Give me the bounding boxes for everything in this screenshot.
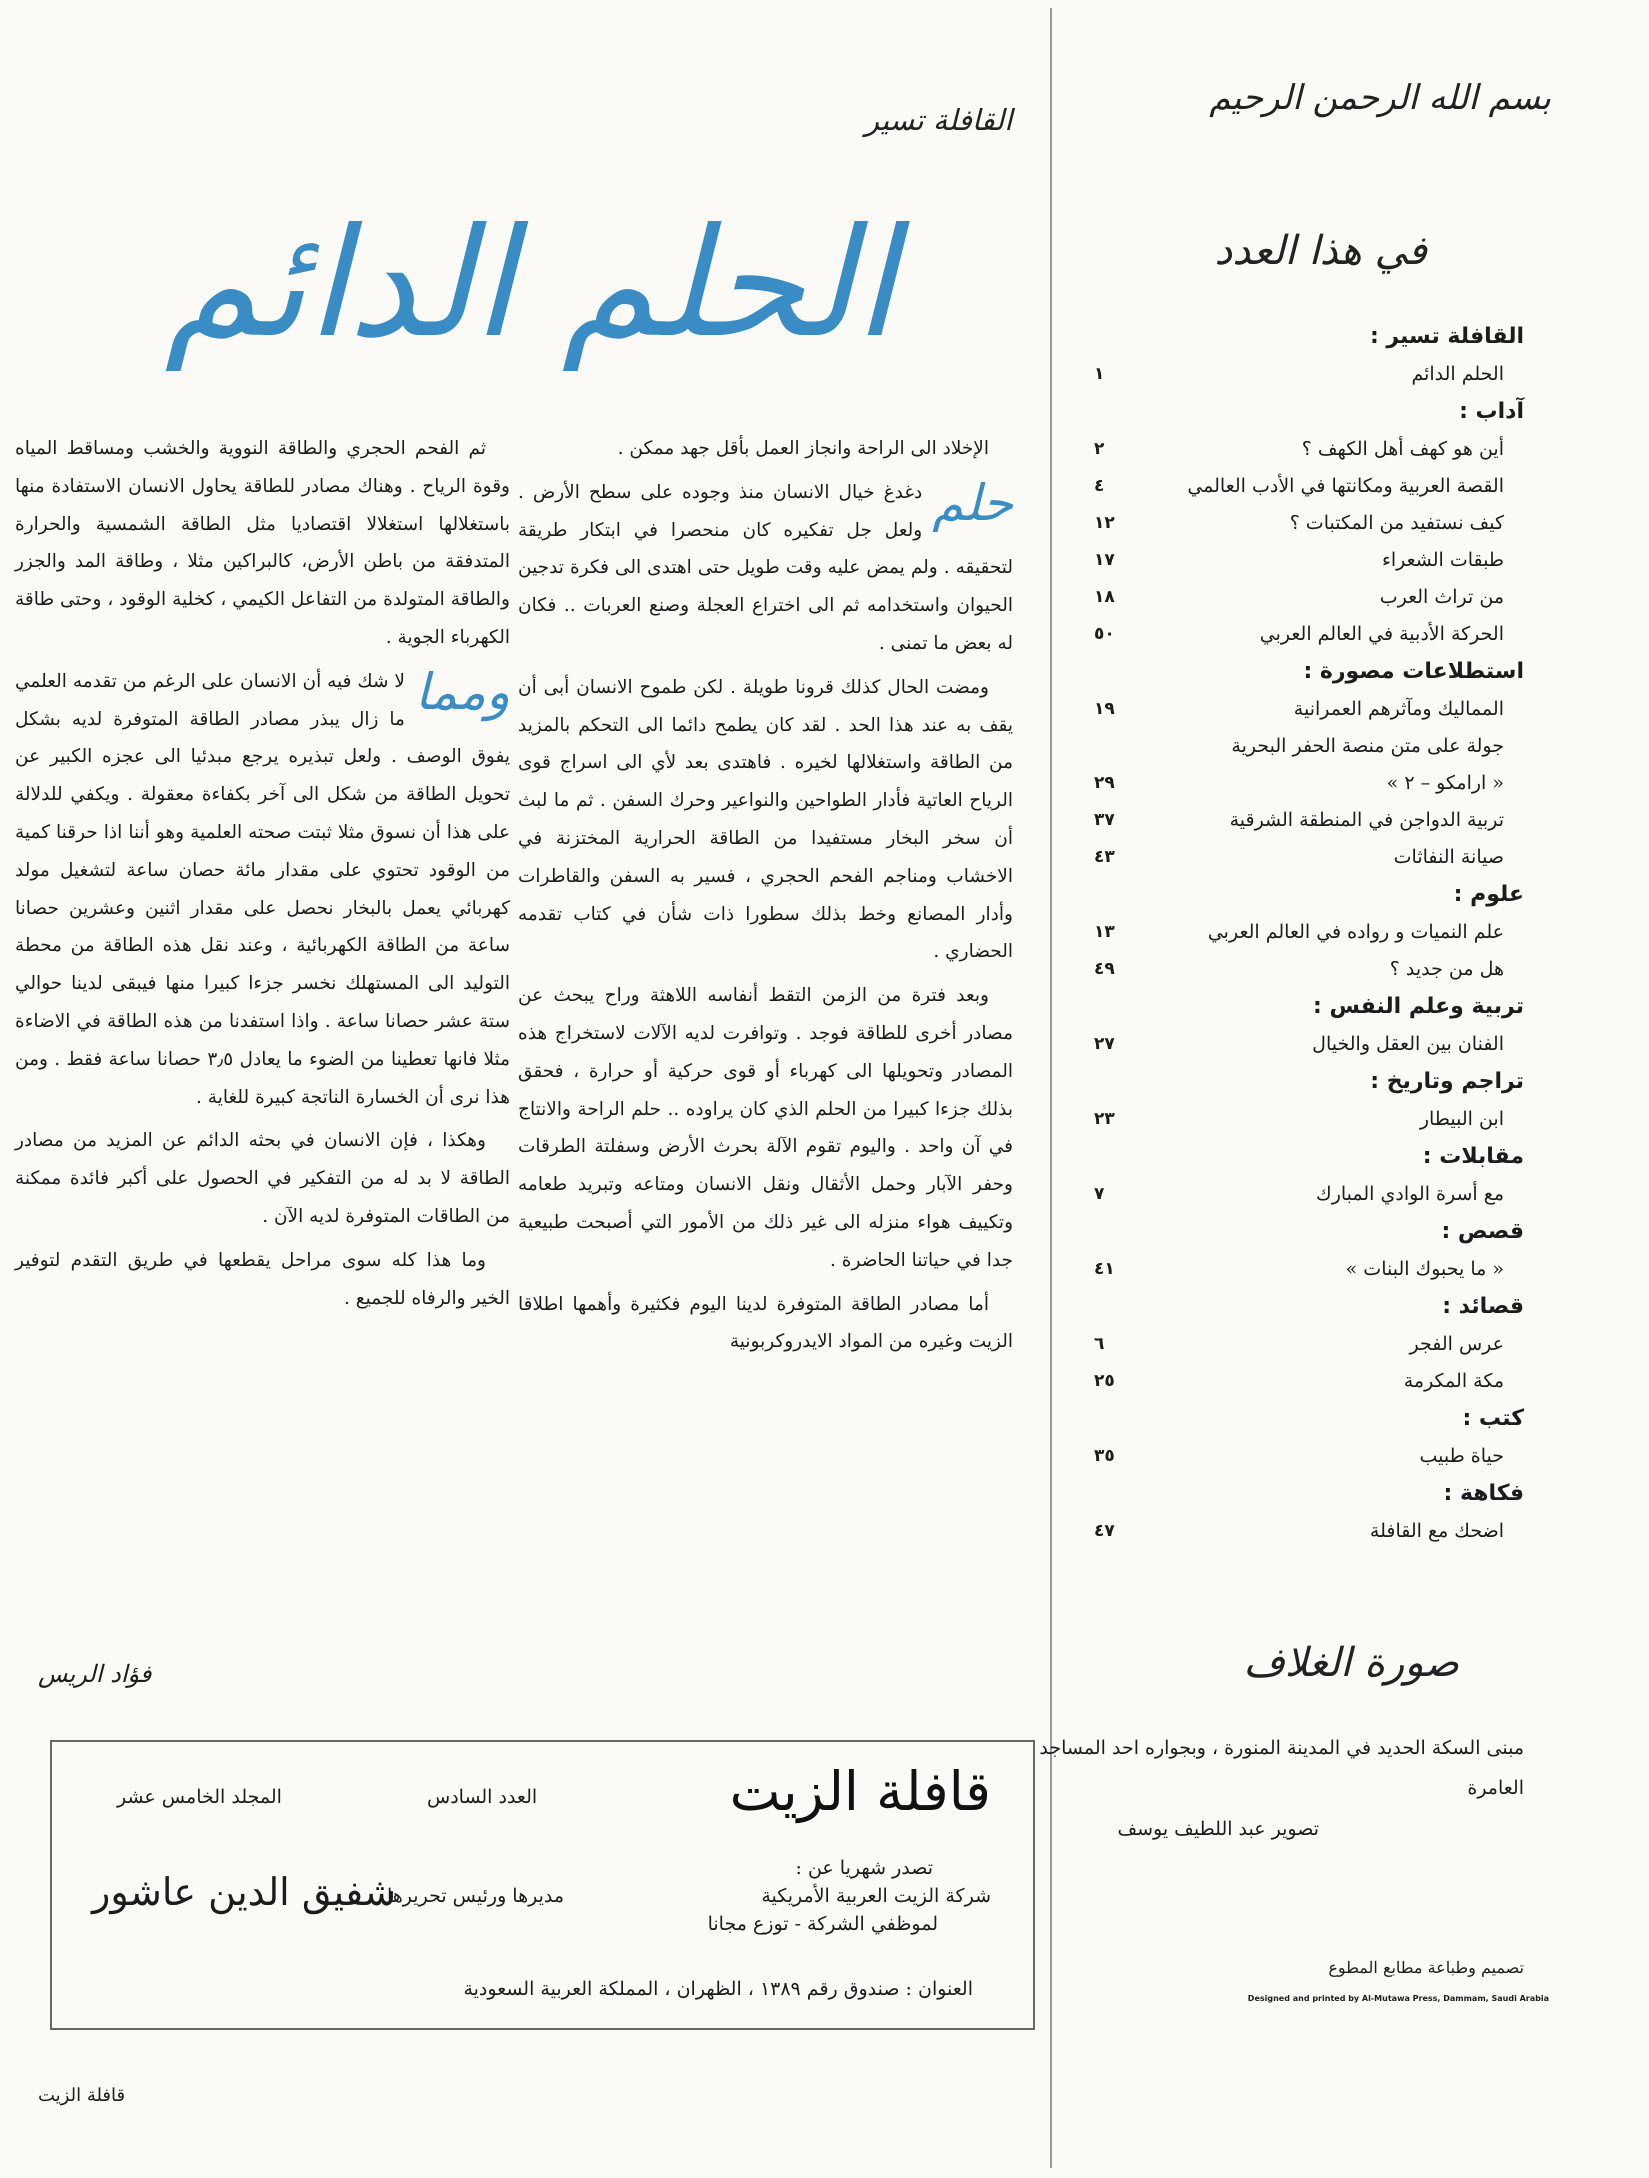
toc-section-heading: فكاهة : xyxy=(1443,1481,1524,1506)
toc-section-heading: قصائد : xyxy=(1442,1294,1524,1319)
toc-entry-title: اضحك مع القافلة xyxy=(1369,1520,1504,1542)
article-paragraph xyxy=(518,430,1013,468)
page-footer: قافلة الزيت xyxy=(38,2085,126,2106)
toc-entry xyxy=(1094,914,1524,951)
toc-entry xyxy=(1094,1438,1524,1475)
toc-entry xyxy=(1094,579,1524,616)
toc-entry-title: « ارامكو – ٢ » xyxy=(1386,772,1504,794)
printer-english: Designed and printed by Al-Mutawa Press, Dammam, Saudi Arabia xyxy=(1247,1994,1549,2003)
address: العنوان : صندوق رقم ١٣٨٩ ، الظهران ، المملكة العربية السعودية xyxy=(463,1978,973,2000)
toc-entry xyxy=(1094,839,1524,876)
toc-entry-page: ٤٧ xyxy=(1094,1521,1115,1541)
cover-description: مبنى السكة الحديد في المدينة المنورة ، وبجواره احد المساجد العامرة xyxy=(1039,1737,1524,1799)
toc-entry-page: ٣٥ xyxy=(1094,1446,1115,1466)
toc-entry-page: ٢٣ xyxy=(1094,1109,1115,1129)
drop-word: حلم xyxy=(932,473,1013,532)
table-of-contents xyxy=(1094,318,1524,1550)
toc-entry-page: ٢٧ xyxy=(1094,1034,1115,1054)
editor-name: شفيق الدين عاشور xyxy=(92,1870,397,1914)
toc-entry-page: ١ xyxy=(1094,364,1105,384)
issue-number: العدد السادس xyxy=(427,1786,538,1808)
toc-entry xyxy=(1094,1326,1524,1363)
toc-entry-title: طبقات الشعراء xyxy=(1381,549,1504,571)
toc-entry-page: ١٢ xyxy=(1094,513,1115,533)
toc-entry xyxy=(1094,356,1524,393)
article-paragraph xyxy=(15,1122,510,1235)
volume-number: المجلد الخامس عشر xyxy=(117,1786,282,1808)
toc-entry-title: مكة المكرمة xyxy=(1403,1370,1504,1392)
toc-entry-title: صيانة النفاثات xyxy=(1393,846,1504,868)
article-paragraph xyxy=(518,669,1013,971)
toc-section-heading: مقابلات : xyxy=(1422,1144,1524,1169)
toc-entry-title: أين هو كهف أهل الكهف ؟ xyxy=(1301,438,1504,460)
toc-entry xyxy=(1094,1101,1524,1138)
article-author: فؤاد الريس xyxy=(38,1660,152,1688)
toc-entry xyxy=(1094,1026,1524,1063)
toc-entry xyxy=(1094,542,1524,579)
publisher-line-2: شركة الزيت العربية الأمريكية xyxy=(761,1885,991,1907)
paragraph-text: الإخلاد الى الراحة وانجاز العمل بأقل جهد ممكن . xyxy=(617,438,989,459)
toc-entry-page: ١٩ xyxy=(1094,699,1115,719)
toc-entry xyxy=(1094,691,1524,728)
toc-section-heading: علوم : xyxy=(1453,882,1524,907)
toc-entry xyxy=(1094,1363,1524,1400)
toc-entry-title: من تراث العرب xyxy=(1379,586,1504,608)
article-title: الحلم الدائم xyxy=(164,197,896,371)
toc-entry-page: ٣٧ xyxy=(1094,810,1115,830)
toc-entry-title: حياة طبيب xyxy=(1419,1445,1504,1467)
toc-entry xyxy=(1094,1513,1524,1550)
toc-entry-page: ٢٩ xyxy=(1094,773,1115,793)
toc-section-heading: قصص : xyxy=(1441,1219,1524,1244)
editor-label: مديرها ورئيس تحريرها xyxy=(387,1885,565,1907)
publisher-line-3: لموظفي الشركة - توزع مجانا xyxy=(707,1913,938,1935)
toc-section-heading: تراجم وتاريخ : xyxy=(1370,1069,1524,1094)
toc-entry-page: ٥٠ xyxy=(1094,624,1115,644)
drop-word: ومما xyxy=(414,662,510,721)
toc-entry xyxy=(1094,765,1524,802)
article-paragraph xyxy=(15,430,510,657)
toc-entry-title: تربية الدواجن في المنطقة الشرقية xyxy=(1229,809,1504,831)
article-paragraph xyxy=(15,663,510,1117)
toc-entry-title: الفنان بين العقل والخيال xyxy=(1312,1033,1504,1055)
printer-arabic: تصميم وطباعة مطابع المطوع xyxy=(1328,1958,1524,1977)
toc-title: في هذا العدد xyxy=(1214,228,1427,274)
toc-entry xyxy=(1094,616,1524,653)
article-paragraph xyxy=(15,1242,510,1318)
article-paragraph xyxy=(518,1286,1013,1362)
article-column-right xyxy=(518,430,1013,1367)
toc-entry-page: ١٧ xyxy=(1094,550,1115,570)
toc-entry xyxy=(1094,431,1524,468)
paragraph-text: وهكذا ، فإن الانسان في بحثه الدائم عن المزيد من مصادر الطاقة لا بد له من التفكير في الحصول على أكبر فائدة ممكنة من الطاقات المتوفرة لديه الآن . xyxy=(15,1130,510,1227)
toc-entry-page: ٤ xyxy=(1094,476,1105,496)
toc-entry xyxy=(1094,728,1524,765)
cover-credit: تصوير عبد اللطيف يوسف xyxy=(1117,1818,1319,1840)
paragraph-text: لا شك فيه أن الانسان على الرغم من تقدمه العلمي ما زال يبذر مصادر الطاقة المتوفرة لديه بشكل يفوق الوصف . ولعل تبذيره يرجع مبدئيا الى عجزه الكبير عن تحويل الطاقة من شكل الى آخر بكفاءة معقولة . ويكفي للدلالة على هذا أن نسوق مثلا ثبتت صحته العلمية وهو أننا اذا حرقنا كمية من الوقود تحتوي على مقدار مائة حصان ساعة لتشغيل مولد كهربائي يعمل بالبخار نحصل على مقدار اثنين وعشرين حصانا ساعة من الطاقة الكهربائية ، وعند نقل هذه الطاقة من محطة التوليد الى المستهلك نخسر جزءا كبيرا منها فيبقى لدينا حوالي ستة عشر حصانا ساعة . واذا استفدنا من هذه الطاقة في الاضاءة مثلا فانها تعطينا من الضوء ما يعادل ٣٫٥ حصانا ساعة فقط . ومن هذا نرى أن الخسارة الناتجة كبيرة للغاية . xyxy=(15,670,511,1108)
article-paragraph xyxy=(518,977,1013,1279)
toc-entry-title: علم النميات و رواده في العالم العربي xyxy=(1207,921,1504,943)
toc-entry-page: ٦ xyxy=(1094,1334,1105,1354)
paragraph-text: وما هذا كله سوى مراحل يقطعها في طريق التقدم لتوفير الخير والرفاه للجميع . xyxy=(15,1249,510,1309)
article-column-left xyxy=(15,430,510,1323)
paragraph-text: ثم الفحم الحجري والطاقة النووية والخشب ومساقط المياه وقوة الرياح . وهناك مصادر للطاقة يحاول الانسان الاستفادة منها باستغلالها استغلالا اقتصاديا مثل الطاقة الشمسية والحرارة المتدفقة من باطن الأرض، كالبراكين مثلا ، وطاقة المد والجزر والطاقة المتولدة من التفاعل الكيمي ، كخلية الوقود ، وحتى طاقة الكهرباء الجوية . xyxy=(15,438,510,648)
paragraph-text: دغدغ خيال الانسان منذ وجوده على سطح الأرض . ولعل جل تفكيره كان منحصرا في ابتكار طريقة لتحقيقه . ولم يمض عليه وقت طويل حتى اهتدى الى فكرة تدجين الحيوان واستخدامه ثم الى اختراع العجلة وصنع العربات .. فكان له بعض ما تمنى . xyxy=(518,481,1013,654)
toc-section-heading: القافلة تسير : xyxy=(1369,324,1524,349)
toc-entry-page: ٧ xyxy=(1094,1184,1105,1204)
toc-entry xyxy=(1094,802,1524,839)
toc-section-heading: كتب : xyxy=(1462,1406,1524,1431)
toc-entry xyxy=(1094,951,1524,988)
toc-entry xyxy=(1094,505,1524,542)
article-paragraph xyxy=(518,474,1013,663)
masthead-box xyxy=(50,1740,1035,2030)
column-divider xyxy=(1050,8,1052,2168)
toc-entry-title: القصة العربية ومكانتها في الأدب العالمي xyxy=(1187,475,1504,497)
toc-entry-title: ابن البيطار xyxy=(1419,1108,1504,1130)
toc-entry-title: مع أسرة الوادي المبارك xyxy=(1316,1183,1504,1205)
toc-section-heading: آداب : xyxy=(1459,399,1524,424)
toc-entry-title: عرس الفجر xyxy=(1409,1333,1504,1355)
toc-entry-page: ٤١ xyxy=(1094,1259,1115,1279)
toc-entry-page: ٢٥ xyxy=(1094,1371,1115,1391)
toc-entry-title: المماليك ومآثرهم العمرانية xyxy=(1293,698,1504,720)
cover-title: صورة الغلاف xyxy=(1243,1640,1459,1686)
paragraph-text: أما مصادر الطاقة المتوفرة لدينا اليوم فكثيرة وأهمها اطلاقا الزيت وغيره من المواد الايدروكربونية xyxy=(518,1293,1013,1353)
toc-section-heading: تربية وعلم النفس : xyxy=(1313,994,1524,1019)
toc-entry xyxy=(1094,1176,1524,1213)
article-title-calligraphy xyxy=(50,185,1010,390)
toc-entry-title: الحركة الأدبية في العالم العربي xyxy=(1259,623,1504,645)
toc-entry-page: ٤٣ xyxy=(1094,847,1115,867)
magazine-name: قافلة الزيت xyxy=(729,1760,991,1823)
basmala: بسم الله الرحمن الرحيم xyxy=(1209,78,1551,118)
paragraph-text: وبعد فترة من الزمن التقط أنفاسه اللاهثة وراح يبحث عن مصادر أخرى للطاقة فوجد . وتوافرت لديه الآلات لاستخراج هذه المصادر وتحويلها الى كهرباء أو قوى حركية أو حرارة ، فحقق بذلك جزءا كبيرا من الحلم الذي كان يراوده .. حلم الراحة والانتاج في آن واحد . واليوم تقوم الآلة بحرث الأرض وسفلتة الطرقات وحفر الآبار وحمل الأثقال ونقل الانسان ومتاعه وتبريد طعامه وتكييف هواء منزله الى غير ذلك من الأمور التي أصبحت طبيعية جدا في حياتنا الحاضرة . xyxy=(518,985,1013,1271)
toc-entry-title: هل من جديد ؟ xyxy=(1389,958,1504,980)
publisher-line-1: تصدر شهريا عن : xyxy=(795,1857,933,1879)
toc-entry-page: ٤٩ xyxy=(1094,959,1115,979)
toc-entry-title: الحلم الدائم xyxy=(1411,363,1504,385)
toc-entry-title: جولة على متن منصة الحفر البحرية xyxy=(1231,735,1504,757)
toc-entry-title: « ما يحبوك البنات » xyxy=(1345,1258,1504,1280)
toc-entry-page: ١٨ xyxy=(1094,587,1115,607)
toc-entry xyxy=(1094,1251,1524,1288)
toc-entry xyxy=(1094,468,1524,505)
toc-entry-title: كيف نستفيد من المكتبات ؟ xyxy=(1289,512,1504,534)
toc-section-heading: استطلاعات مصورة : xyxy=(1303,659,1524,684)
article-kicker: القافلة تسير xyxy=(865,103,1013,137)
toc-entry-page: ٢ xyxy=(1094,439,1105,459)
toc-entry-page: ١٣ xyxy=(1094,922,1115,942)
paragraph-text: ومضت الحال كذلك قرونا طويلة . لكن طموح الانسان أبى أن يقف به عند هذا الحد . لقد كان يطمح دائما الى التحكم بالمزيد من الطاقة واستغلالها لخيره . فاهتدى بعد لأي الى اسراج قوى الرياح العاتية فأدار الطواحين والنواعير وحرك السفن . ثم ما لبث أن سخر البخار مستفيدا من الطاقة الحرارية المختزنة في الاخشاب ومناجم الفحم الحجري ، فسير به السفن والقاطرات وأدار المصانع وخط بذلك سطورا ذات شأن في كتاب تقدمه الحضاري . xyxy=(518,676,1013,963)
